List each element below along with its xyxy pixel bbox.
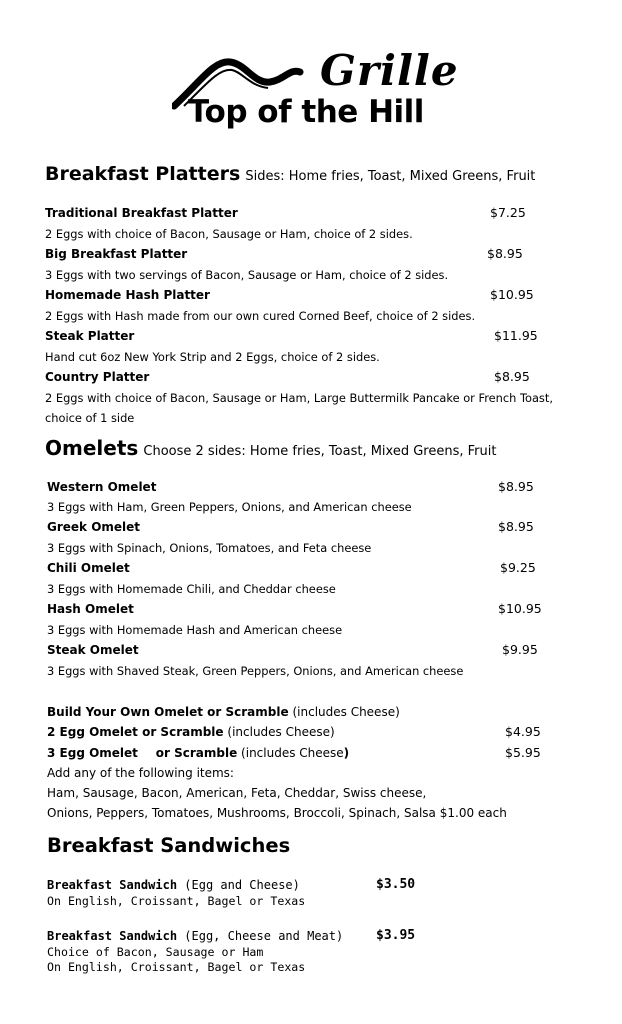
omelet-item-name: Steak Omelet xyxy=(47,643,139,657)
sandwich-item-desc: On English, Croissant, Bagel or Texas xyxy=(47,960,306,974)
omelet-item-price: $8.95 xyxy=(498,519,534,534)
two-egg-option xyxy=(47,725,335,739)
platters-title: Breakfast Platters xyxy=(45,163,241,185)
platter-item-price: $8.95 xyxy=(487,246,523,261)
platter-item-desc-continued: choice of 1 side xyxy=(45,411,135,425)
three-egg-label: 3 Egg Omelet xyxy=(47,746,138,760)
platter-item-price: $8.95 xyxy=(494,369,530,384)
omelets-subtitle: Choose 2 sides: Home fries, Toast, Mixed Greens, Fruit xyxy=(143,444,497,459)
platter-item-price: $11.95 xyxy=(494,328,538,343)
sandwich-item-note: (Egg and Cheese) xyxy=(184,878,300,892)
platter-item-desc: 2 Eggs with choice of Bacon, Sausage or Ham, Large Buttermilk Pancake or French Toast, xyxy=(45,391,553,405)
platter-item-desc: 2 Eggs with Hash made from our own cured Corned Beef, choice of 2 sides. xyxy=(45,309,476,323)
two-egg-price: $4.95 xyxy=(505,724,541,739)
build-your-own-heading xyxy=(47,705,400,719)
platter-item-name: Homemade Hash Platter xyxy=(45,288,210,302)
sandwich-item-name: Breakfast Sandwich xyxy=(47,878,178,892)
platter-item-name: Traditional Breakfast Platter xyxy=(45,206,238,220)
omelet-item-price: $9.25 xyxy=(500,560,536,575)
omelet-item-name: Western Omelet xyxy=(47,480,157,494)
sandwich-item xyxy=(47,878,300,892)
three-egg-note-paren: ) xyxy=(343,746,350,760)
sandwich-item-name: Breakfast Sandwich xyxy=(47,929,178,943)
three-egg-price: $5.95 xyxy=(505,745,541,760)
platter-item-desc: 3 Eggs with two servings of Bacon, Sausage or Ham, choice of 2 sides. xyxy=(45,268,449,282)
add-items-price: $1.00 each xyxy=(439,806,507,820)
platter-item-desc: Hand cut 6oz New York Strip and 2 Eggs, choice of 2 sides. xyxy=(45,350,380,364)
sandwich-item xyxy=(47,929,343,943)
omelet-item-desc: 3 Eggs with Spinach, Onions, Tomatoes, and Feta cheese xyxy=(47,541,372,555)
two-egg-label: 2 Egg Omelet or Scramble xyxy=(47,725,224,739)
logo-name-text: Top of the Hill xyxy=(188,94,424,130)
omelet-item-name: Greek Omelet xyxy=(47,520,141,534)
omelet-item-price: $10.95 xyxy=(498,601,542,616)
platter-item-desc: 2 Eggs with choice of Bacon, Sausage or Ham, choice of 2 sides. xyxy=(45,227,413,241)
three-egg-scramble-label: or Scramble xyxy=(155,746,238,760)
platter-item-name: Steak Platter xyxy=(45,329,135,343)
omelet-item-desc: 3 Eggs with Homemade Chili, and Cheddar cheese xyxy=(47,582,336,596)
omelet-item-name: Hash Omelet xyxy=(47,602,134,616)
two-egg-note: (includes Cheese) xyxy=(227,725,335,739)
build-your-own-note: (includes Cheese) xyxy=(292,705,400,719)
three-egg-option xyxy=(47,746,349,760)
platter-item-price: $10.95 xyxy=(490,287,534,302)
platter-item-name: Big Breakfast Platter xyxy=(45,247,188,261)
sandwich-item-desc: On English, Croissant, Bagel or Texas xyxy=(47,894,306,908)
omelets-heading xyxy=(45,436,496,460)
sandwich-item-note: (Egg, Cheese and Meat) xyxy=(184,929,344,943)
platter-item-name: Country Platter xyxy=(45,370,150,384)
omelet-item-price: $9.95 xyxy=(502,642,538,657)
restaurant-logo xyxy=(172,46,472,142)
sandwich-item-desc: Choice of Bacon, Sausage or Ham xyxy=(47,945,264,959)
omelet-item-name: Chili Omelet xyxy=(47,561,130,575)
add-items-list: Ham, Sausage, Bacon, American, Feta, Cheddar, Swiss cheese, xyxy=(47,786,427,800)
three-egg-note: (includes Cheese xyxy=(241,746,344,760)
logo-script-text: Grille xyxy=(320,46,459,95)
omelet-item-desc: 3 Eggs with Homemade Hash and American cheese xyxy=(47,623,343,637)
sandwich-item-price: $3.50 xyxy=(376,877,416,892)
platters-subtitle: Sides: Home fries, Toast, Mixed Greens, Fruit xyxy=(245,169,536,184)
omelet-item-price: $8.95 xyxy=(498,479,534,494)
add-items-label: Add any of the following items: xyxy=(47,766,234,780)
add-items-list-continued xyxy=(47,806,507,820)
build-your-own-title: Build Your Own Omelet or Scramble xyxy=(47,705,289,719)
sandwich-item-price: $3.95 xyxy=(376,928,416,943)
add-items-list-text: Onions, Peppers, Tomatoes, Mushrooms, Broccoli, Spinach, Salsa xyxy=(47,806,436,820)
omelets-title: Omelets xyxy=(45,436,139,460)
sandwiches-title: Breakfast Sandwiches xyxy=(47,834,291,857)
omelet-item-desc: 3 Eggs with Shaved Steak, Green Peppers, Onions, and American cheese xyxy=(47,664,464,678)
platter-item-price: $7.25 xyxy=(490,205,526,220)
platters-heading xyxy=(45,163,535,185)
omelet-item-desc: 3 Eggs with Ham, Green Peppers, Onions, and American cheese xyxy=(47,500,412,514)
